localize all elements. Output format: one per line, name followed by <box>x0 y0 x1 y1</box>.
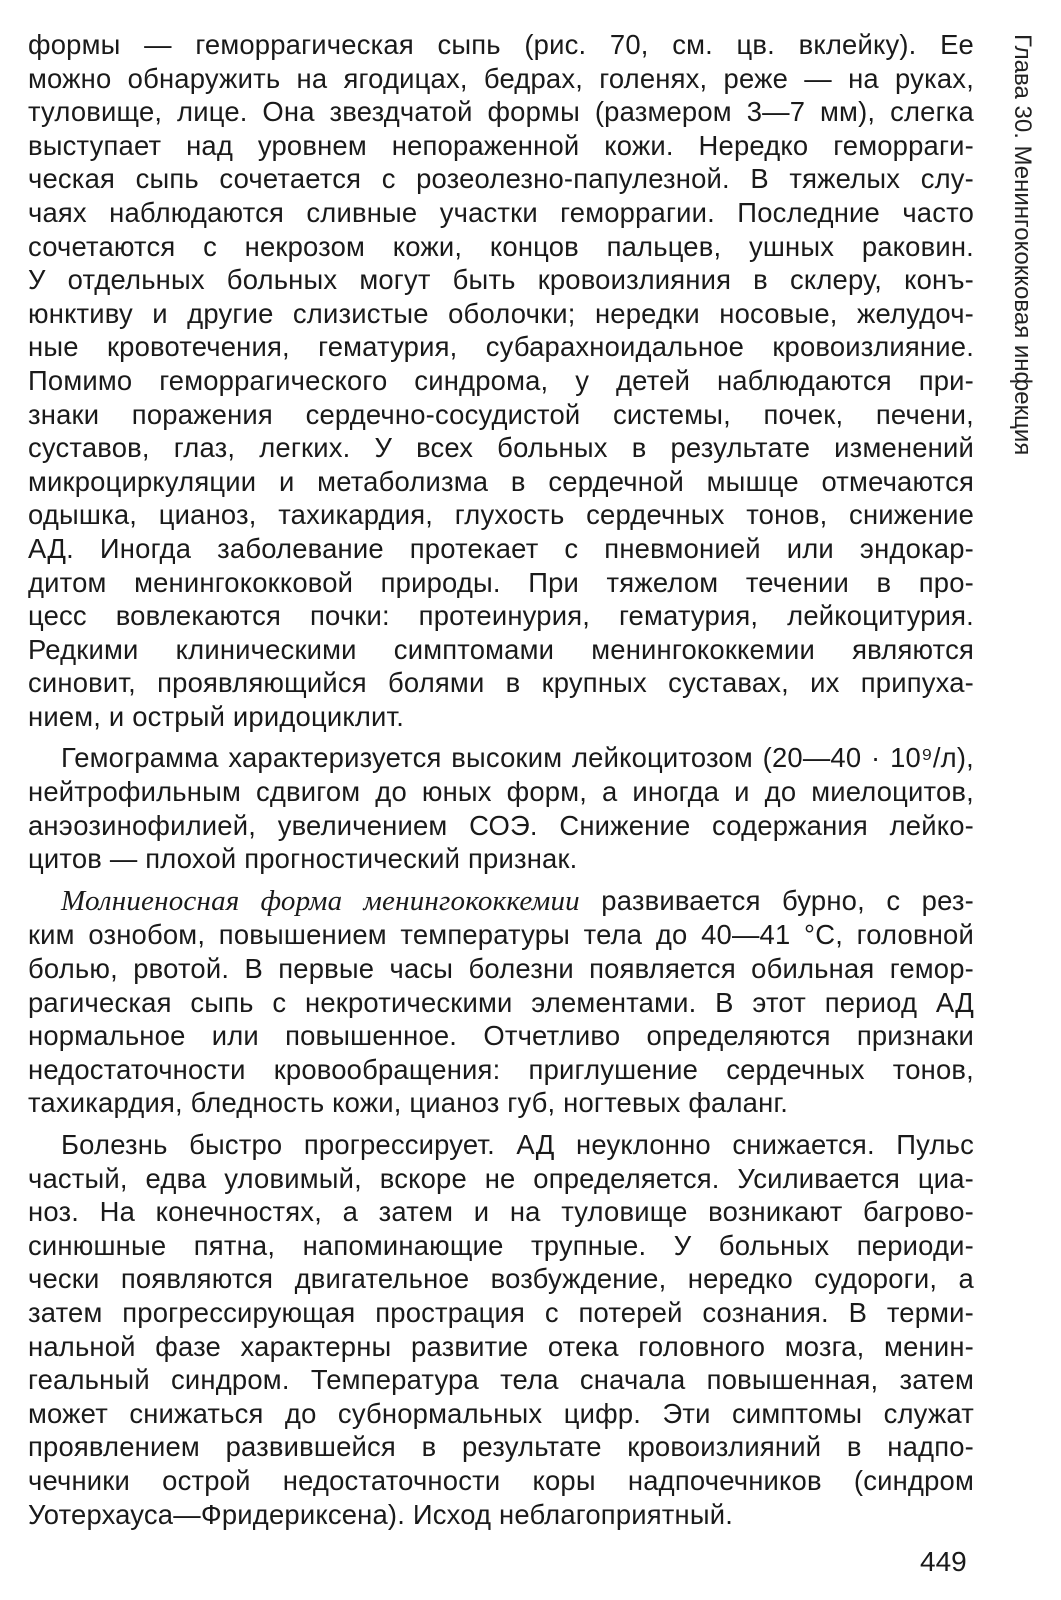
paragraph <box>28 28 974 733</box>
text-line: ким ознобом, повышением температуры тела до 40—41 °С, головной <box>28 919 974 951</box>
text-line: чески появляются двигательное возбуждение, нередко судороги, а <box>28 1263 974 1295</box>
text-line: Болезнь быстро прогрессирует. АД неуклонно снижается. Пульс <box>61 1129 974 1160</box>
page-body <box>28 28 974 1531</box>
text-line: сочетаются с некрозом кожи, концов пальцев, ушных раковин. <box>28 230 974 262</box>
text-line: чечники острой недостаточности коры надпочечников (синдром <box>28 1464 974 1496</box>
text-line: нейтрофильным сдвигом до юных форм, а иногда и до миелоцитов, <box>28 776 974 808</box>
text-line: туловище, лице. Она звездчатой формы (размером 3—7 мм), слегка <box>28 96 974 128</box>
paragraph <box>28 1128 974 1531</box>
text-line: синовит, проявляющийся болями в крупных суставах, их припуха- <box>28 667 974 699</box>
text-line: цесс вовлекаются почки: протеинурия, гематурия, лейкоцитурия. <box>28 600 974 632</box>
text-line: ноз. На конечностях, а затем и на туловище возникают багрово- <box>28 1196 974 1228</box>
text-line: суставов, глаз, легких. У всех больных в результате изменений <box>28 432 974 464</box>
paragraph <box>28 741 974 875</box>
text-line: нальной фазе характерны развитие отека головного мозга, менин- <box>28 1330 974 1362</box>
text-line: Гемограмма характеризуется высоким лейкоцитозом (20—40 · 10⁹/л), <box>61 742 974 774</box>
text-line <box>28 884 974 919</box>
page-number: 449 <box>920 1546 967 1577</box>
text-line: болью, рвотой. В первые часы болезни появляется обильная гемор- <box>28 953 974 985</box>
text-line: У отдельных больных могут быть кровоизлияния в склеру, конъ- <box>28 264 974 296</box>
text-line: Редкими клиническими симптомами менингококкемии являются <box>28 633 974 665</box>
text-line: юнктиву и другие слизистые оболочки; нередки носовые, желудоч- <box>28 297 974 329</box>
text-line: АД. Иногда заболевание протекает с пневмонией или эндокар- <box>28 532 974 564</box>
text-line: Уотерхауса—Фридериксена). Исход неблагоприятный. <box>28 1498 734 1530</box>
text-line: синюшные пятна, напоминающие трупные. У больных периоди- <box>28 1229 974 1261</box>
text-line: ческая сыпь сочетается с розеолезно-папулезной. В тяжелых слу- <box>28 163 974 195</box>
text-line: недостаточности кровообращения: приглушение сердечных тонов, <box>28 1053 974 1085</box>
text-line: Помимо геморрагического синдрома, у детей наблюдаются при- <box>28 364 974 396</box>
text-line: можно обнаружить на ягодицах, бедрах, голенях, реже — на руках, <box>28 62 974 94</box>
text-line: нормальное или повышенное. Отчетливо определяются признаки <box>28 1020 974 1052</box>
text-line: геальный синдром. Температура тела сначала повышенная, затем <box>28 1364 974 1396</box>
text-line: проявлением развившейся в результате кровоизлияний в надпо- <box>28 1431 974 1463</box>
text-line: чаях наблюдаются сливные участки геморрагии. Последние часто <box>28 196 974 228</box>
text-line: анэозинофилией, увеличением СОЭ. Снижение содержания лейко- <box>28 809 974 841</box>
text-line: ные кровотечения, гематурия, субарахноидальное кровоизлияние. <box>28 331 974 363</box>
text-line: нием, и острый иридоциклит. <box>28 700 405 732</box>
text-line: микроциркуляции и метаболизма в сердечной мышце отмечаются <box>28 465 974 497</box>
text-line: выступает над уровнем непораженной кожи. Нередко геморраги- <box>28 129 974 161</box>
italic-term: Молниеносная форма менингококкемии <box>61 884 580 917</box>
text-line: затем прогрессирующая прострация с потерей сознания. В терми- <box>28 1296 974 1328</box>
text-line: формы — геморрагическая сыпь (рис. 70, см. цв. вклейку). Ее <box>28 29 974 60</box>
text-line: тахикардия, бледность кожи, цианоз губ, ногтевых фаланг. <box>28 1087 789 1119</box>
running-head: Глава 30. Менингококковая инфекция <box>1009 34 1036 456</box>
text-line: может снижаться до субнормальных цифр. Эти симптомы служат <box>28 1397 974 1429</box>
text-line: цитов — плохой прогностический признак. <box>28 843 578 875</box>
text-line: одышка, цианоз, тахикардия, глухость сердечных тонов, снижение <box>28 499 974 531</box>
text-line: дитом менингококковой природы. При тяжелом течении в про- <box>28 566 974 598</box>
text-line: частый, едва уловимый, вскоре не определяется. Усиливается циа- <box>28 1162 974 1194</box>
text-line: знаки поражения сердечно-сосудистой системы, почек, печени, <box>28 398 974 430</box>
text-line: рагическая сыпь с некротическими элементами. В этот период АД <box>28 986 974 1018</box>
paragraph <box>28 884 974 1120</box>
text-fragment: развивается бурно, с рез- <box>579 884 974 916</box>
